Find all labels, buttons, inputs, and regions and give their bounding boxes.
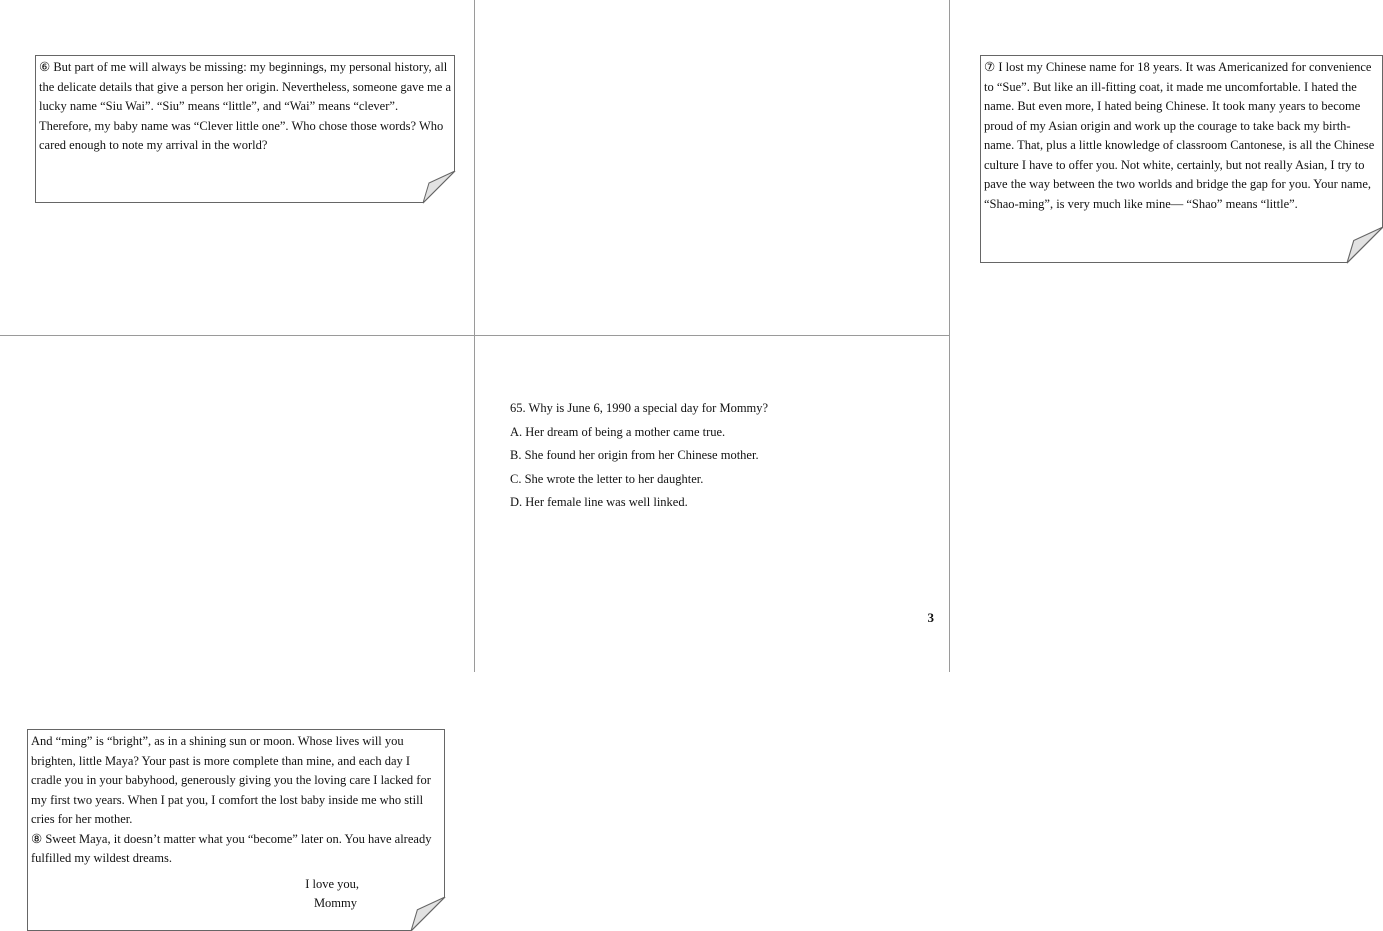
paragraph-6: ⑥ But part of me will always be missing: my beginnings, my personal history, all the delicate details that give a person her origin. Nevertheless, someone gave me a lucky name “Siu Wai”. “Siu” means “little”, and “Wai” means “clever”. Therefore, my baby name was “Clever little one”. Who chose those words? Who cared enough to note my arrival in the world? xyxy=(39,60,451,152)
passage-note-7 xyxy=(980,55,1383,263)
page-panel-top-left xyxy=(0,0,475,336)
signature: Mommy xyxy=(313,896,357,910)
question-block xyxy=(510,397,768,515)
page-number: 3 xyxy=(927,610,934,625)
option-a[interactable]: A. Her dream of being a mother came true. xyxy=(510,424,726,439)
page-curl-icon xyxy=(1347,227,1383,263)
closing-line: I love you, xyxy=(305,876,359,891)
page-curl-icon xyxy=(423,171,455,203)
page-curl-icon xyxy=(411,897,445,931)
option-c[interactable]: C. She wrote the letter to her daughter. xyxy=(510,471,704,486)
paragraph-7: ⑦ I lost my Chinese name for 18 years. It was Americanized for convenience to “Sue”. But like an ill-fitting coat, it made me uncomfortable. I hated the name. But even more, I hated being Chinese. It took many years to become proud of my Asian origin and work up the courage to take back my birth-name. That, plus a little knowledge of classroom Cantonese, is all the Chinese culture I have to offer you. Not white, certainly, but not really Asian, I try to pave the way between the two worlds and bridge the gap for you. Your name, “Shao-ming”, is very much like mine— “Shao” means “little”. xyxy=(984,60,1375,211)
paragraph-continued: And “ming” is “bright”, as in a shining sun or moon. Whose lives will you brighten, little Maya? Your past is more complete than mine, and each day I cradle you in your babyhood, generously giving you the loving care I lacked for my first two years. When I pat you, I comfort the lost baby inside me who still cries for her mother. xyxy=(31,734,431,826)
paragraph-8: ⑧ Sweet Maya, it doesn’t matter what you “become” later on. You have already fulfilled my wildest dreams. xyxy=(31,831,432,865)
page-panel-bottom-right xyxy=(475,336,950,672)
passage-note-8 xyxy=(27,729,445,931)
passage-note-6 xyxy=(35,55,455,203)
question-stem: 65. Why is June 6, 1990 a special day for Mommy? xyxy=(510,401,769,415)
page-panel-top-right xyxy=(475,0,1375,336)
page-panel-bottom-left xyxy=(0,336,475,910)
option-b[interactable]: B. She found her origin from her Chinese mother. xyxy=(510,448,759,462)
option-d[interactable]: D. Her female line was well linked. xyxy=(510,495,688,509)
